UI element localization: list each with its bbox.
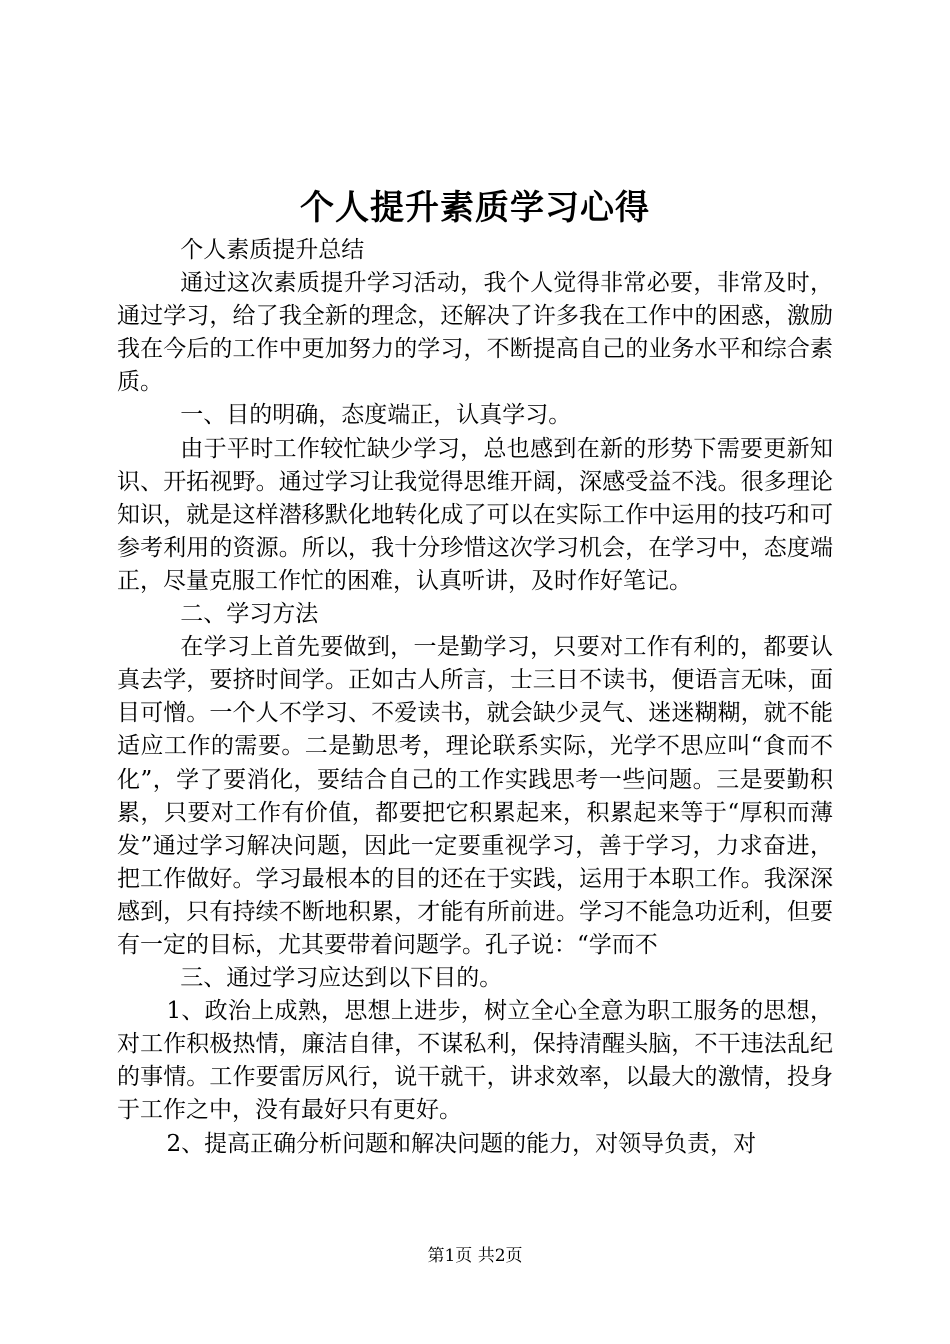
paragraph-item-2: 2、提高正确分析问题和解决问题的能力，对领导负责，对 (166, 1130, 757, 1157)
page-footer: 第1页 共2页 (427, 1246, 523, 1266)
document-body (117, 234, 833, 1161)
heading-section-3: 三、通过学习应达到以下目的。 (180, 965, 503, 992)
paragraph-section-1: 由于平时工作较忙缺少学习，总也感到在新的形势下需要更新知识、开拓视野。通过学习让我觉得思维开阔，深感受益不浅。很多理论知识，就是这样潜移默化地转化成了可以在实际工作中运用的技巧和可参考利用的资源。所以，我十分珍惜这次学习机会，在学习中，态度端正，尽量克服工作忙的困难，认真听讲，及时作好笔记。 (117, 435, 833, 594)
paragraph-intro: 通过这次素质提升学习活动，我个人觉得非常必要，非常及时，通过学习，给了我全新的理念，还解决了许多我在工作中的困惑，激励我在今后的工作中更加努力的学习，不断提高自己的业务水平和综合素质。 (117, 270, 833, 396)
paragraph-subtitle: 个人素质提升总结 (180, 237, 365, 263)
paragraph-section-2: 在学习上首先要做到，一是勤学习，只要对工作有利的，都要认真去学，要挤时间学。正如古人所言，士三日不读书，便语言无味，面目可憎。一个人不学习、不爱读书，就会缺少灵气、迷迷糊糊，就不能适应工作的需要。二是勤思考，理论联系实际，光学不思应叫“食而不化”，学了要消化，要结合自己的工作实践思考一些问题。三是要勤积累，只要对工作有价值，都要把它积累起来，积累起来等于“厚积而薄发”通过学习解决问题，因此一定要重视学习，善于学习，力求奋进，把工作做好。学习最根本的目的还在于实践，运用于本职工作。我深深感到，只有持续不断地积累，才能有所前进。学习不能急功近利，但要有一定的目标，尤其要带着问题学。孔子说：“学而不 (117, 634, 833, 958)
document-title: 个人提升素质学习心得 (300, 188, 650, 228)
heading-section-1: 一、目的明确，态度端正，认真学习。 (180, 402, 572, 429)
paragraph-item-1: 1、政治上成熟，思想上进步，树立全心全意为职工服务的思想，对工作积极热情，廉洁自律，不谋私利，保持清醒头脑，不干违法乱纪的事情。工作要雷厉风行，说干就干，讲求效率，以最大的激情，投身于工作之中，没有最好只有更好。 (117, 998, 833, 1124)
heading-section-2: 二、学习方法 (180, 601, 319, 628)
